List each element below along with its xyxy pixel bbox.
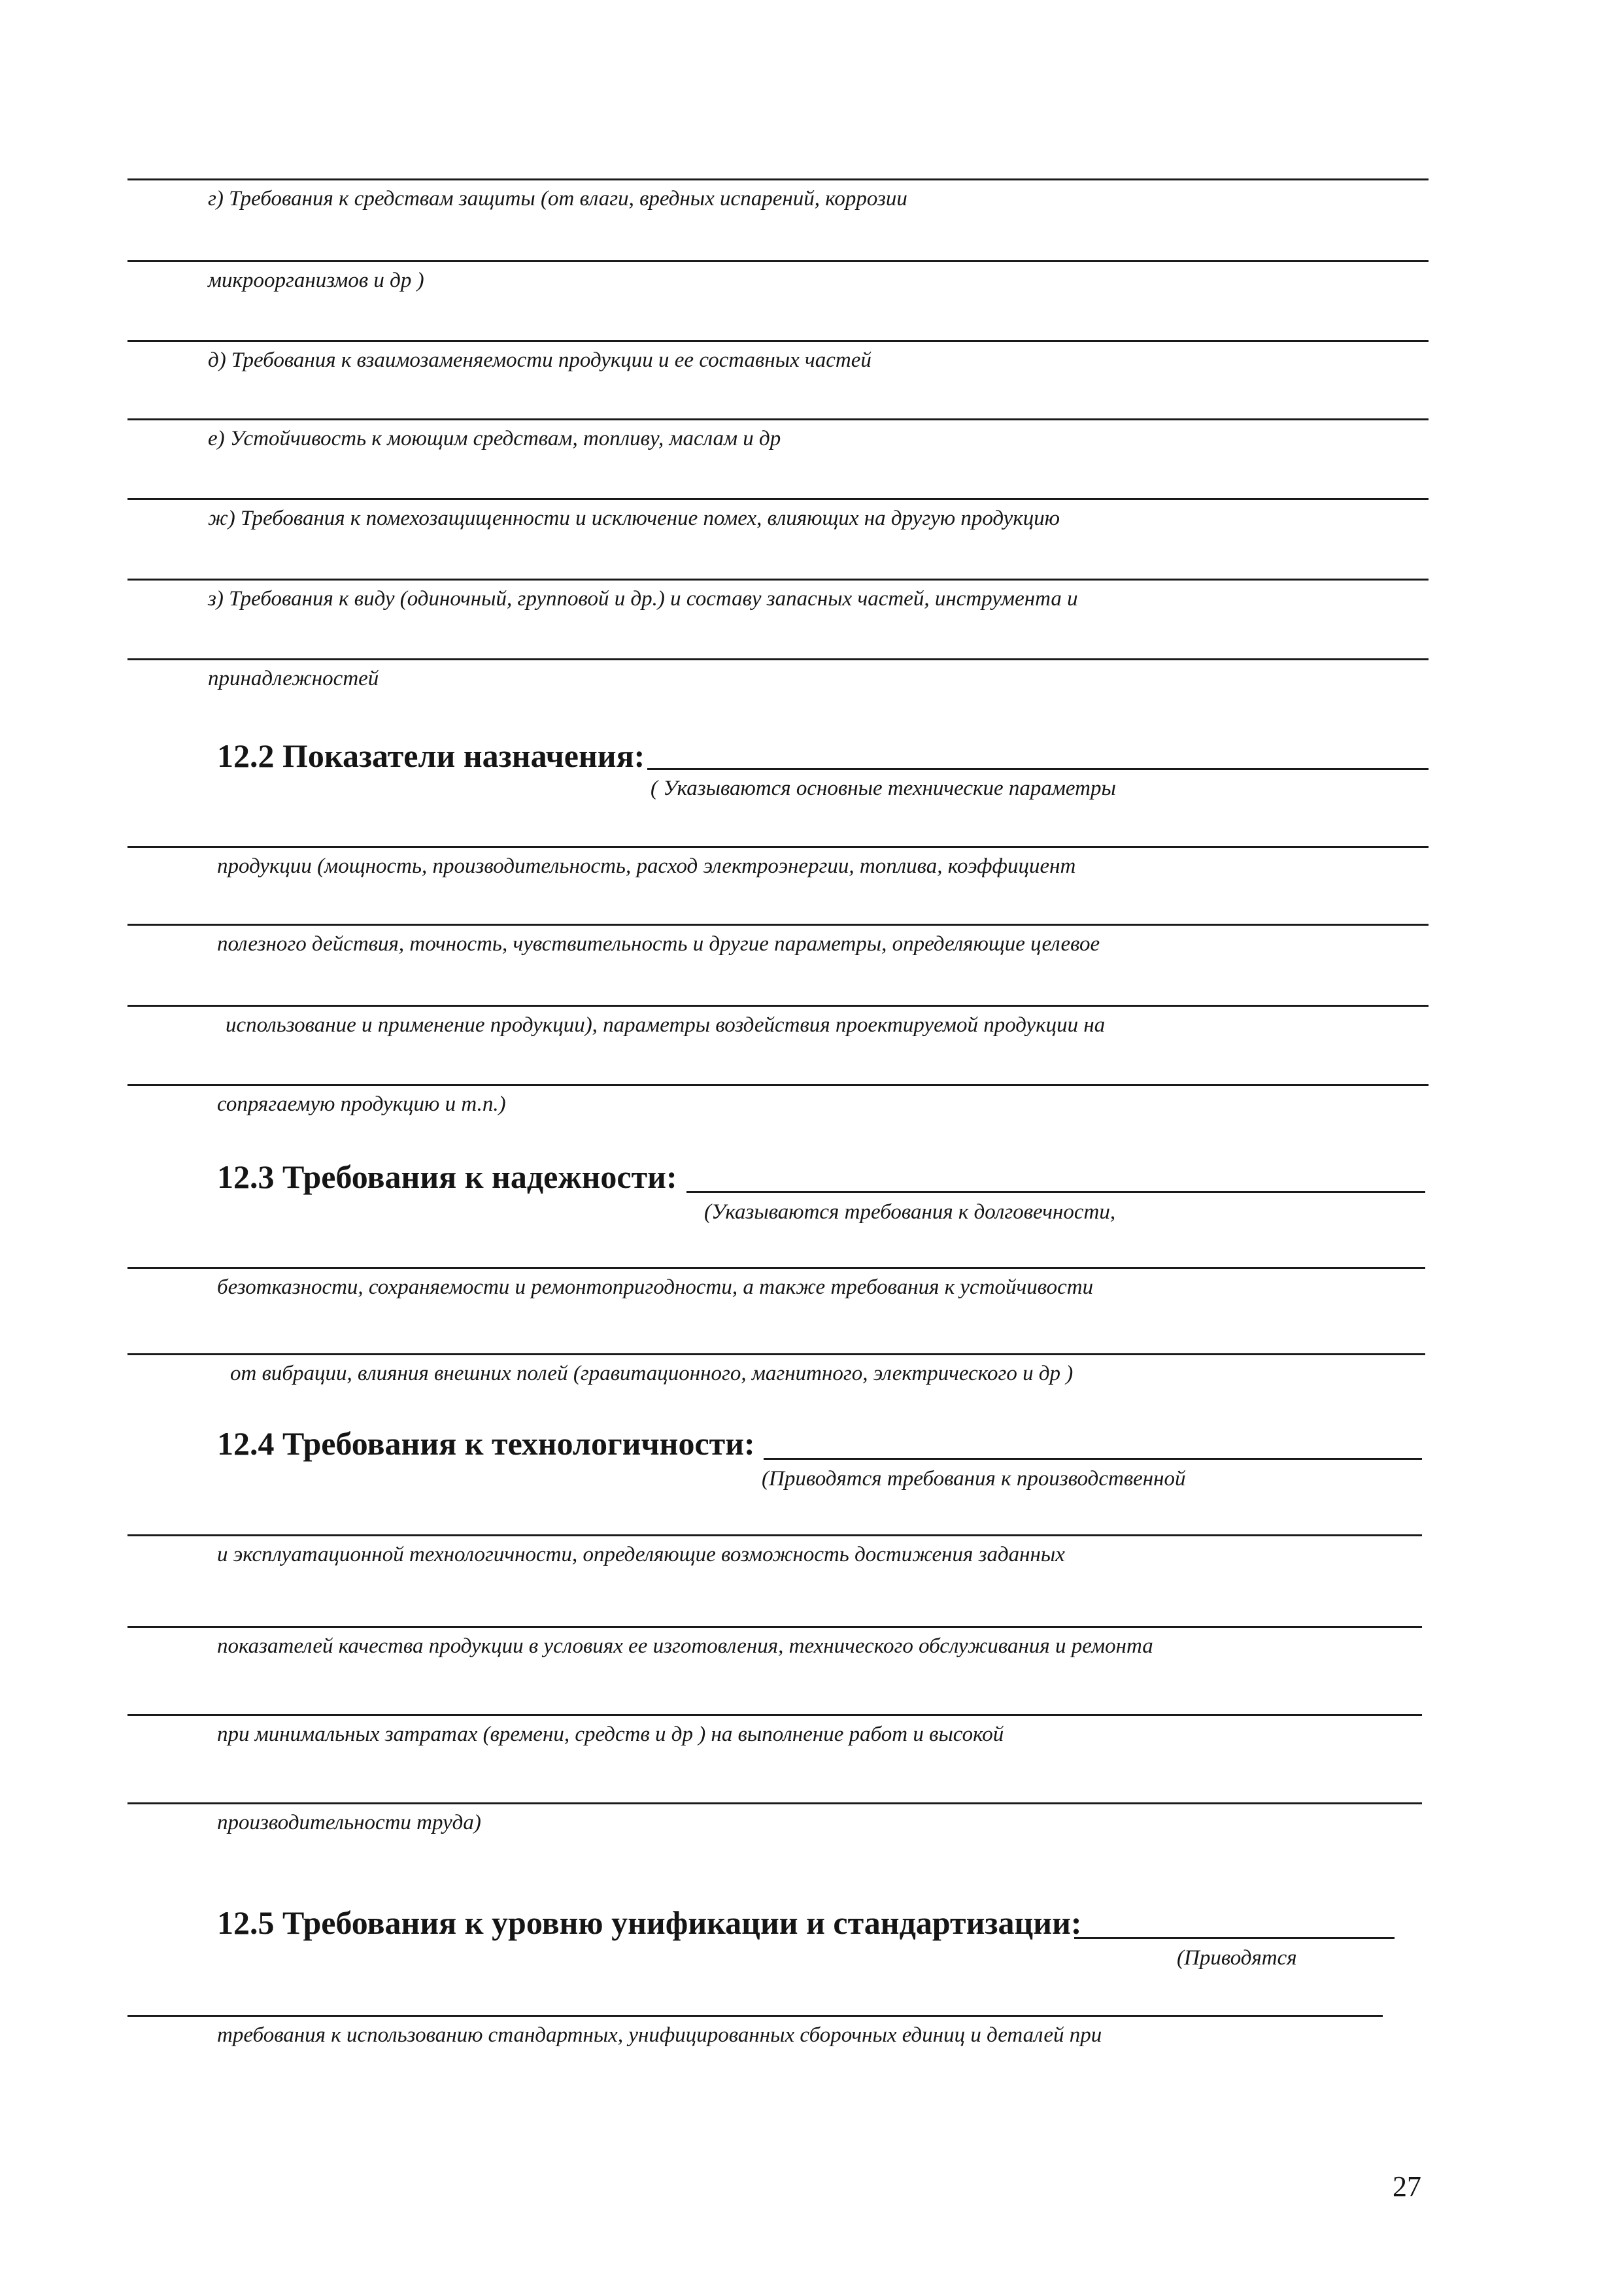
heading-fill-line bbox=[764, 1458, 1422, 1460]
section-12-4-hint-2: и эксплуатационной технологичности, определяющие возможность достижения заданных bbox=[217, 1543, 1065, 1566]
fill-line bbox=[127, 2015, 1383, 2017]
block-zh-line: ж) Требования к помехозащищенности и исключение помех, влияющих на другую продукцию bbox=[208, 507, 1060, 530]
section-12-2-hint-2: продукции (мощность, производительность, расход электроэнергии, топлива, коэффициент bbox=[217, 854, 1076, 878]
fill-line bbox=[127, 1802, 1422, 1804]
heading-fill-line bbox=[1074, 1937, 1395, 1939]
fill-line bbox=[127, 1267, 1425, 1269]
section-12-3-heading: 12.3 Требования к надежности: bbox=[217, 1158, 677, 1195]
section-12-4-hint-4: при минимальных затратах (времени, средств и др ) на выполнение работ и высокой bbox=[217, 1723, 1004, 1746]
section-12-5-hint-1: (Приводятся bbox=[1177, 1946, 1297, 1970]
page-number: 27 bbox=[1393, 2170, 1421, 2202]
fill-line bbox=[127, 658, 1429, 660]
block-g-line-1: г) Требования к средствам защиты (от влаги, вредных испарений, коррозии bbox=[208, 187, 907, 211]
section-12-2-hint-1: ( Указываются основные технические параметры bbox=[651, 777, 1116, 800]
section-12-3-hint-1: (Указываются требования к долговечности, bbox=[704, 1200, 1116, 1224]
block-g-line-2: микроорганизмов и др ) bbox=[208, 269, 424, 292]
section-12-5-heading: 12.5 Требования к уровню унификации и стандартизации: bbox=[217, 1904, 1082, 1941]
section-12-4-hint-3: показателей качества продукции в условиях ее изготовления, технического обслуживания и ремонта bbox=[217, 1634, 1153, 1658]
section-12-2-hint-4: использование и применение продукции), параметры воздействия проектируемой продукции на bbox=[226, 1013, 1106, 1037]
fill-line bbox=[127, 1084, 1429, 1086]
section-12-5-hint-2: требования к использованию стандартных, унифицированных сборочных единиц и деталей при bbox=[217, 2023, 1102, 2047]
fill-line bbox=[127, 340, 1429, 342]
section-12-2-heading: 12.2 Показатели назначения: bbox=[217, 737, 645, 774]
heading-fill-line bbox=[647, 768, 1429, 770]
section-12-3-hint-2: безотказности, сохраняемости и ремонтопригодности, а также требования к устойчивости bbox=[217, 1275, 1094, 1299]
fill-line bbox=[127, 579, 1429, 581]
fill-line bbox=[127, 846, 1429, 848]
section-12-4-hint-1: (Приводятся требования к производственной bbox=[762, 1467, 1186, 1491]
fill-line bbox=[127, 1534, 1422, 1536]
fill-line bbox=[127, 1005, 1429, 1007]
section-12-4-heading: 12.4 Требования к технологичности: bbox=[217, 1425, 755, 1462]
block-e-line: е) Устойчивость к моющим средствам, топливу, маслам и др bbox=[208, 427, 781, 450]
fill-line bbox=[127, 924, 1429, 926]
section-12-2-hint-3: полезного действия, точность, чувствительность и другие параметры, определяющие целевое bbox=[217, 932, 1100, 956]
block-z-line-1: з) Требования к виду (одиночный, групповой и др.) и составу запасных частей, инструмента и bbox=[208, 587, 1078, 611]
fill-line bbox=[127, 498, 1429, 500]
fill-line bbox=[127, 260, 1429, 262]
block-d-line: д) Требования к взаимозаменяемости продукции и ее составных частей bbox=[208, 348, 871, 372]
section-12-4-hint-5: производительности труда) bbox=[217, 1811, 481, 1834]
fill-line bbox=[127, 1353, 1425, 1355]
heading-fill-line bbox=[686, 1191, 1425, 1193]
fill-line bbox=[127, 1626, 1422, 1628]
block-z-line-2: принадлежностей bbox=[208, 667, 379, 690]
section-12-3-hint-3: от вибрации, влияния внешних полей (гравитационного, магнитного, электрического и др ) bbox=[230, 1362, 1074, 1385]
fill-line bbox=[127, 178, 1429, 180]
fill-line bbox=[127, 418, 1429, 420]
section-12-2-hint-5: сопрягаемую продукцию и т.п.) bbox=[217, 1092, 506, 1116]
fill-line bbox=[127, 1714, 1422, 1716]
